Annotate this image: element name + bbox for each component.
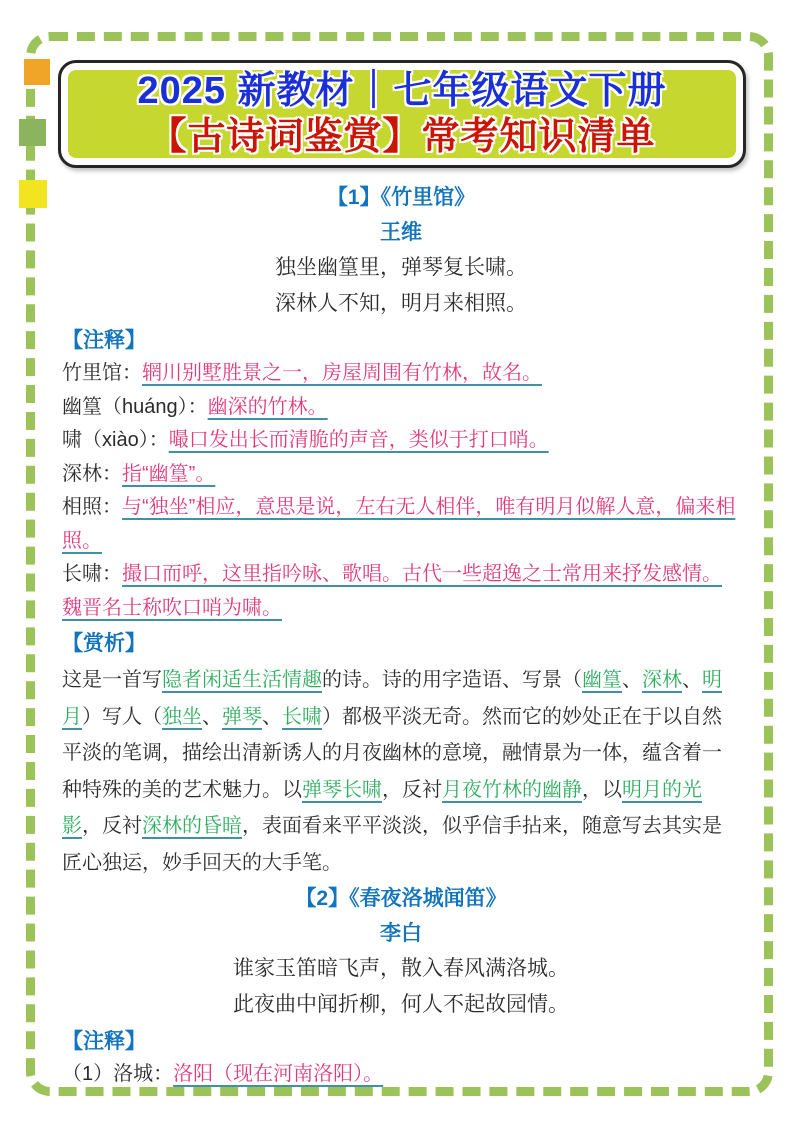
annotation-definition: 与“独坐”相应，意思是说，左右无人相伴，唯有明月似解人意，偏来相照。 [62,496,736,552]
accent-square-yellow [19,180,47,208]
annotation-definition: 洛阳（现在河南洛阳）。 [173,1063,384,1085]
accent-square-orange [24,59,50,85]
appreciation-highlight: 幽篁 [582,669,622,691]
appreciation-segment: ，反衬 [382,778,442,801]
appreciation-highlight: 明月 [62,669,722,728]
banner-title-line1: 2025 新教材｜七年级语文下册 [137,70,667,112]
title-banner [58,60,746,168]
appreciation-segment: ，表面看来平平淡淡，似乎信手拈来，随意写去其实是匠心独运，妙手回天的大手笔。 [62,815,722,874]
poem2-title: 【2】《春夜洛城闻笛》 [295,887,507,910]
poem1-title: 【1】《竹里馆》 [326,186,476,209]
appreciation-highlight: 独坐 [162,705,202,728]
appreciation-highlight: 长啸 [282,705,322,728]
annotation-definition: 指“幽篁”。 [122,462,216,485]
document-content [62,180,740,1092]
annotations1-header: 【注释】 [62,329,146,352]
poem1-author: 王维 [380,221,422,244]
appreciation-segment: ，反衬 [82,815,142,837]
appreciation-segment: 、 [262,705,282,728]
appreciation-highlight: 深林的昏暗 [142,815,242,837]
poem2-line-2: 此夜曲中闻折柳，何人不起故园情。 [233,993,569,1016]
appreciation-segment: ，以 [582,778,622,801]
appreciation-highlight: 弹琴 [222,705,262,728]
poem1-line-2: 深林人不知，明月来相照。 [275,292,527,315]
annotation-item [62,558,740,625]
appreciation-segment: 的诗。诗的用字造语、写景（ [322,669,582,691]
annotation-definition: 幽深的竹林。 [207,395,328,418]
appreciation-highlight: 月夜竹林的幽静 [442,778,582,801]
banner-title-line2: 【古诗词鉴赏】常考知识清单 [148,116,656,158]
annotations2-header: 【注释】 [62,1030,146,1053]
accent-square-green [19,119,46,146]
annotation-term: 幽篁（huáng）： [62,395,208,418]
poem2-author: 李白 [380,922,422,945]
annotation-term: 长啸： [62,563,122,585]
annotation-term: 啸（xiào）： [62,429,169,451]
appreciation-paragraph [62,662,740,881]
annotation-item [62,491,740,558]
annotation-definition: 撮口而呼，这里指吟咏、歌唱。古代一些超逸之士常用来抒发感情。魏晋名士称吹口哨为啸。 [62,563,722,619]
annotation-definition: 嘬口发出长而清脆的声音，类似于打口哨。 [168,429,549,451]
poem2-line-1: 谁家玉笛暗飞声，散入春风满洛城。 [233,957,569,980]
appreciation-segment: ）都极平淡无奇。然而它的妙处正在于以自然平淡的笔调，描绘出清新诱人的月夜幽林的意境，融情景为一体，蕴含着一种特殊的美的艺术魅力。以 [62,705,722,801]
annotation-item [62,458,740,492]
annotation-definition: 辋川别墅胜景之一，房屋周围有竹林，故名。 [142,362,542,384]
annotation-item [62,1058,740,1092]
appreciation-highlight: 隐者闲适生活情趣 [162,669,322,691]
appreciation-highlight: 弹琴长啸 [302,778,382,801]
appreciation-segment: 这是一首写 [62,669,162,691]
annotation-term: 竹里馆： [62,362,142,384]
annotation-item [62,357,740,391]
appreciation-highlight: 明月的光影 [62,778,702,837]
appreciation-segment: ）写人（ [82,705,162,728]
appreciation-segment: 、 [622,669,642,691]
poem1-line-1: 独坐幽篁里，弹琴复长啸。 [275,256,527,279]
annotation-term: 深林： [62,462,122,485]
appreciation-segment: 、 [682,669,702,691]
annotation-item [62,391,740,425]
annotation-item [62,424,740,458]
appreciation-header: 【赏析】 [62,632,146,655]
annotation-term: 相照： [62,496,122,518]
appreciation-segment: 、 [202,705,222,728]
annotation-term: （1）洛城： [62,1063,174,1085]
appreciation-highlight: 深林 [642,669,682,691]
